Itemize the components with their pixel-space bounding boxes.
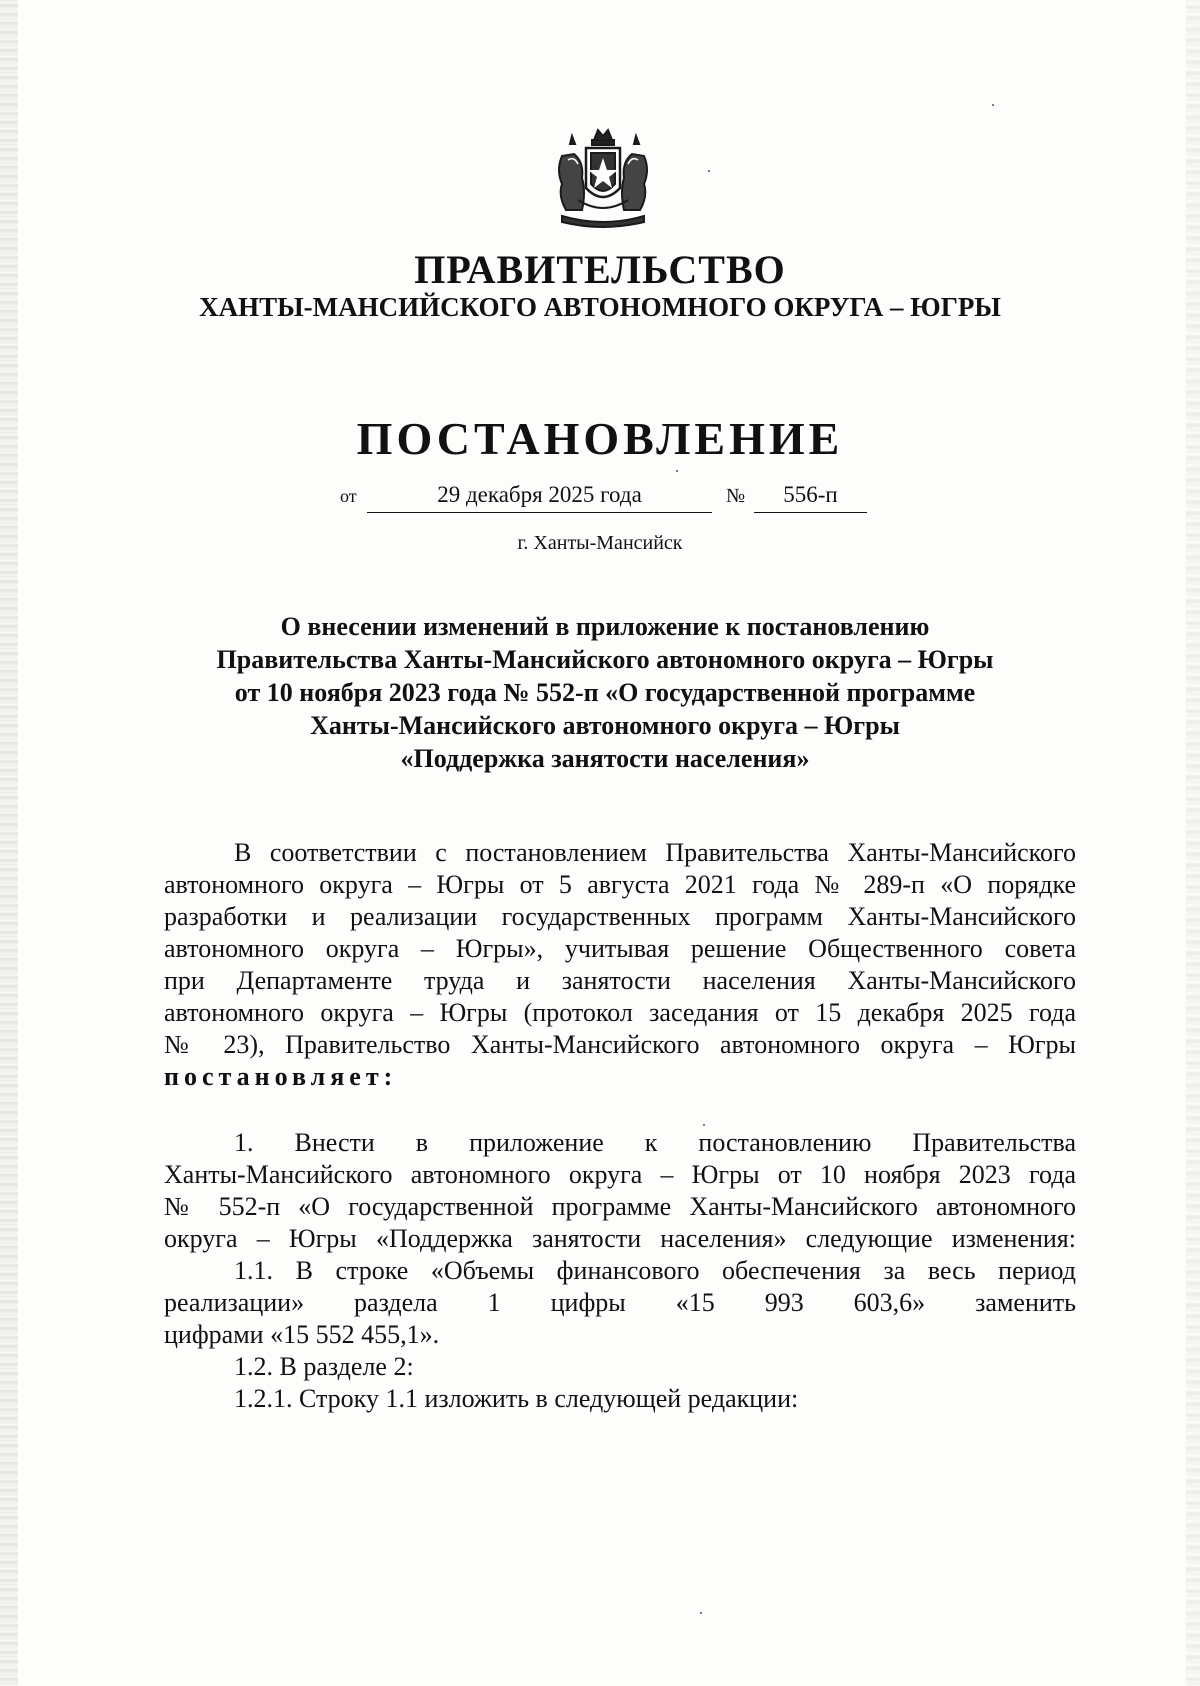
amendments-section xyxy=(164,1127,1076,1415)
document-subject xyxy=(180,610,1030,775)
scan-speck xyxy=(992,104,994,106)
preamble-line: разработки и реализации государственных программ Ханты-Мансийского xyxy=(164,902,1076,931)
subject-line: О внесении изменений в приложение к постановлению xyxy=(280,612,930,641)
number-sign: № xyxy=(726,485,746,507)
item-1-1-line: цифрами «15 552 455,1». xyxy=(164,1320,440,1349)
item-1-line: № 552-п «О государственной программе Ханты-Мансийского автономного xyxy=(164,1192,1076,1221)
date-prefix: от xyxy=(340,486,357,506)
date-number-line xyxy=(340,482,880,516)
document-city: г. Ханты-Мансийск xyxy=(517,532,683,554)
scan-speck xyxy=(703,1124,705,1126)
item-1-2-1: 1.2.1. Строку 1.1 изложить в следующей редакции: xyxy=(234,1384,799,1413)
resolves-word: постановляет: xyxy=(164,1062,398,1091)
preamble-line: автономного округа – Югры (протокол заседания от 15 декабря 2025 года xyxy=(164,998,1076,1027)
government-title: ПРАВИТЕЛЬСТВО xyxy=(414,247,786,292)
government-subtitle: ХАНТЫ-МАНСИЙСКОГО АВТОНОМНОГО ОКРУГА – ЮГРЫ xyxy=(199,292,1001,322)
item-1-2: 1.2. В разделе 2: xyxy=(234,1352,414,1381)
scan-speck xyxy=(708,170,710,172)
document-type-heading: ПОСТАНОВЛЕНИЕ xyxy=(356,413,844,464)
item-1-1-line: 1.1. В строке «Объемы финансового обеспечения за весь период xyxy=(234,1256,1076,1285)
item-1-1-line: реализации» раздела 1 цифры «15 993 603,6» заменить xyxy=(164,1288,1076,1317)
preamble-line: при Департаменте труда и занятости населения Ханты-Мансийского xyxy=(164,966,1076,995)
item-1-line: 1. Внести в приложение к постановлению Правительства xyxy=(234,1128,1076,1157)
document-number: 556-п xyxy=(754,482,867,513)
preamble-line: автономного округа – Югры от 5 августа 2021 года № 289-п «О порядке xyxy=(164,870,1076,899)
preamble-line: автономного округа – Югры», учитывая решение Общественного совета xyxy=(164,934,1076,963)
scan-speck xyxy=(676,470,678,472)
subject-line: «Поддержка занятости населения» xyxy=(400,744,810,773)
subject-line: Ханты-Мансийского автономного округа – Югры xyxy=(310,711,900,740)
item-1-line: округа – Югры «Поддержка занятости населения» следующие изменения: xyxy=(164,1224,1076,1253)
coat-of-arms-emblem xyxy=(548,126,658,234)
document-date: 29 декабря 2025 года xyxy=(367,482,712,513)
preamble-line: № 23), Правительство Ханты-Мансийского автономного округа – Югры xyxy=(164,1030,1076,1059)
subject-line: Правительства Ханты-Мансийского автономного округа – Югры xyxy=(216,645,994,674)
item-1-line: Ханты-Мансийского автономного округа – Югры от 10 ноября 2023 года xyxy=(164,1160,1076,1189)
scan-speck xyxy=(700,1612,702,1614)
preamble-line: В соответствии с постановлением Правительства Ханты-Мансийского xyxy=(234,838,1076,867)
subject-line: от 10 ноября 2023 года № 552-п «О государственной программе xyxy=(234,678,976,707)
preamble-paragraph xyxy=(164,837,1076,1093)
